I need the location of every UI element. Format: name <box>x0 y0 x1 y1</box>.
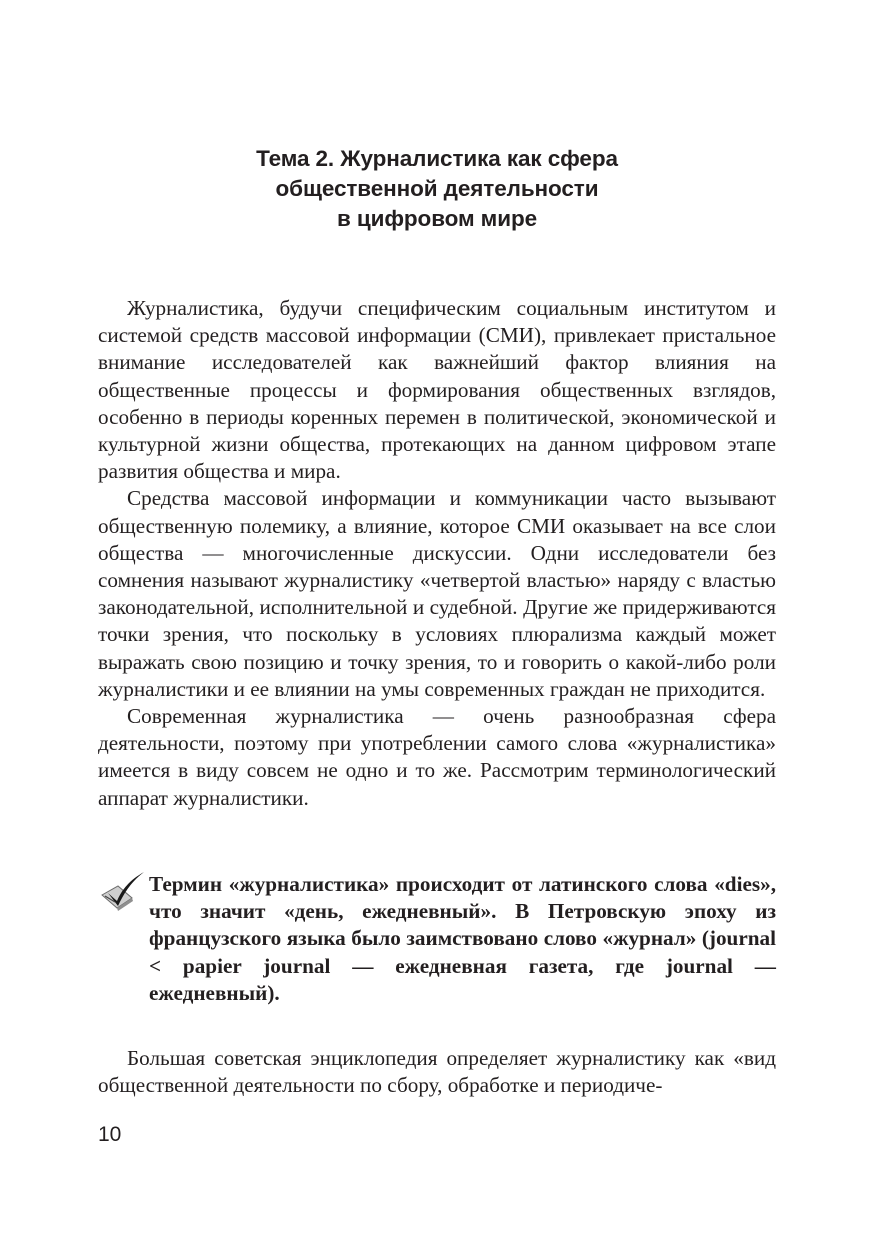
paragraph-4: Большая советская энциклопедия определяет журналистику как «вид общественной деятельности по сбору, обработке и периодиче- <box>98 1046 776 1098</box>
paragraph-3: Современная журналистика — очень разнообразная сфера деятельности, поэтому при употреблении самого слова «журналистика» имеется в виду совсем не одно и то же. Рассмотрим терминологический аппарат журналистики. <box>98 704 776 810</box>
checkmark-note-icon <box>100 871 148 917</box>
continued-text <box>98 1045 776 1099</box>
page-title <box>98 144 776 234</box>
paragraph-2: Средства массовой информации и коммуникации часто вызывают общественную полемику, а влияние, которое СМИ оказывает на все слои общества — многочисленные дискуссии. Одни исследователи без сомнения называют журналистику «четвертой властью» наряду с властью законодательной, исполнительной и судебной. Другие же придерживаются точки зрения, что поскольку в условиях плюрализма каждый может выражать свою позицию и точку зрения, то и говорить о какой-либо роли журналистики и ее влиянии на умы современных граждан не приходится. <box>98 486 776 701</box>
page-number: 10 <box>98 1123 122 1146</box>
title-line-2: общественной деятельности <box>275 176 599 201</box>
paragraph-1: Журналистика, будучи специфическим социальным институтом и системой средств массовой информации (СМИ), привлекает пристальное внимание исследователей как важнейший фактор влияния на общественные процессы и формирования общественных взглядов, особенно в периоды коренных перемен в политической, экономической и культурной жизни общества, протекающих на данном цифровом этапе развития общества и мира. <box>98 296 776 484</box>
title-line-1: Тема 2. Журналистика как сфера <box>256 146 618 171</box>
main-text <box>98 295 776 812</box>
title-line-3: в цифровом мире <box>336 206 538 231</box>
term-definition-block <box>100 871 776 1007</box>
term-definition-text: Термин «журналистика» происходит от латинского слова «dies», что значит «день, ежедневный». В Петровскую эпоху из французского языка было заимствовано слово «журнал» (journal < papier journal — ежедневная газета, где journal — ежедневный). <box>149 872 776 1005</box>
